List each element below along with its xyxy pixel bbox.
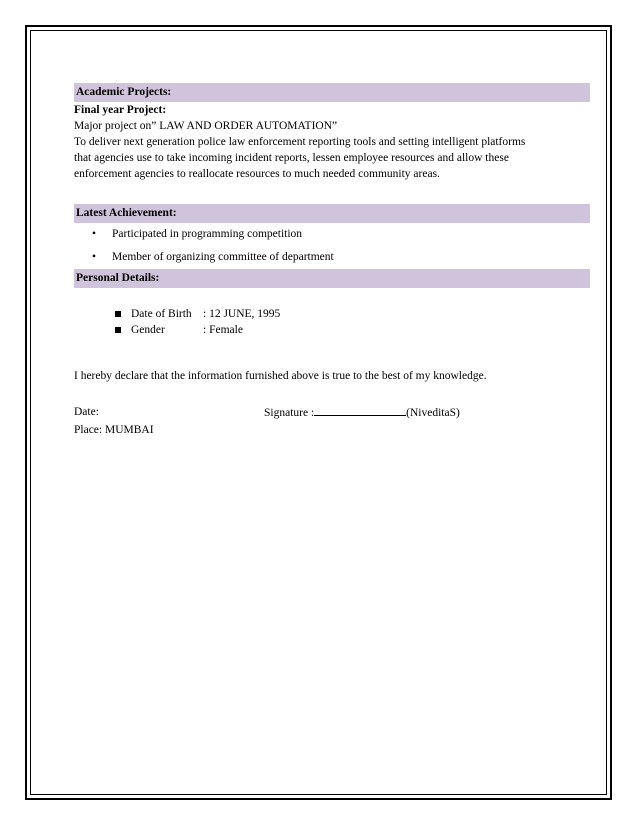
list-item: [74, 223, 590, 246]
project-description-line: enforcement agencies to reallocate resources to much needed community areas.: [74, 168, 440, 180]
detail-label: Date of Birth: [131, 308, 192, 320]
date-label: Date:: [74, 406, 99, 418]
personal-details-list: [74, 306, 590, 338]
square-bullet-icon: [115, 327, 121, 333]
square-bullet-icon: [115, 311, 121, 317]
personal-details-heading: Personal Details:: [74, 269, 590, 288]
bullet-icon: •: [92, 228, 97, 240]
resume-content: [74, 83, 590, 438]
list-item: [74, 322, 590, 338]
achievement-text: Member of organizing committee of department: [112, 251, 334, 263]
place-text: Place: MUMBAI: [74, 424, 154, 436]
list-item: [74, 246, 590, 269]
signature-block: [264, 404, 460, 421]
achievement-list: [74, 223, 590, 269]
signature-label: Signature :: [264, 407, 315, 419]
signature-line: [314, 404, 406, 416]
detail-label: Gender: [131, 324, 165, 336]
final-year-project-label: Final year Project:: [74, 104, 167, 116]
bullet-icon: •: [92, 251, 97, 263]
declaration-text: I hereby declare that the information furnished above is true to the best of my knowledge.: [74, 370, 487, 382]
academic-projects-heading: Academic Projects:: [74, 83, 590, 102]
signature-name: (NiveditaS): [406, 407, 460, 419]
list-item: [74, 306, 590, 322]
project-description-line: To deliver next generation police law enforcement reporting tools and setting intelligent platforms: [74, 136, 526, 148]
detail-value: : Female: [203, 324, 243, 336]
date-signature-row: [74, 404, 590, 422]
detail-value: : 12 JUNE, 1995: [203, 308, 281, 320]
project-line: Major project on” LAW AND ORDER AUTOMATION”: [74, 120, 338, 132]
latest-achievement-heading: Latest Achievement:: [74, 204, 590, 223]
achievement-text: Participated in programming competition: [112, 228, 303, 240]
project-description-line: that agencies use to take incoming incident reports, lessen employee resources and allow these: [74, 152, 509, 164]
